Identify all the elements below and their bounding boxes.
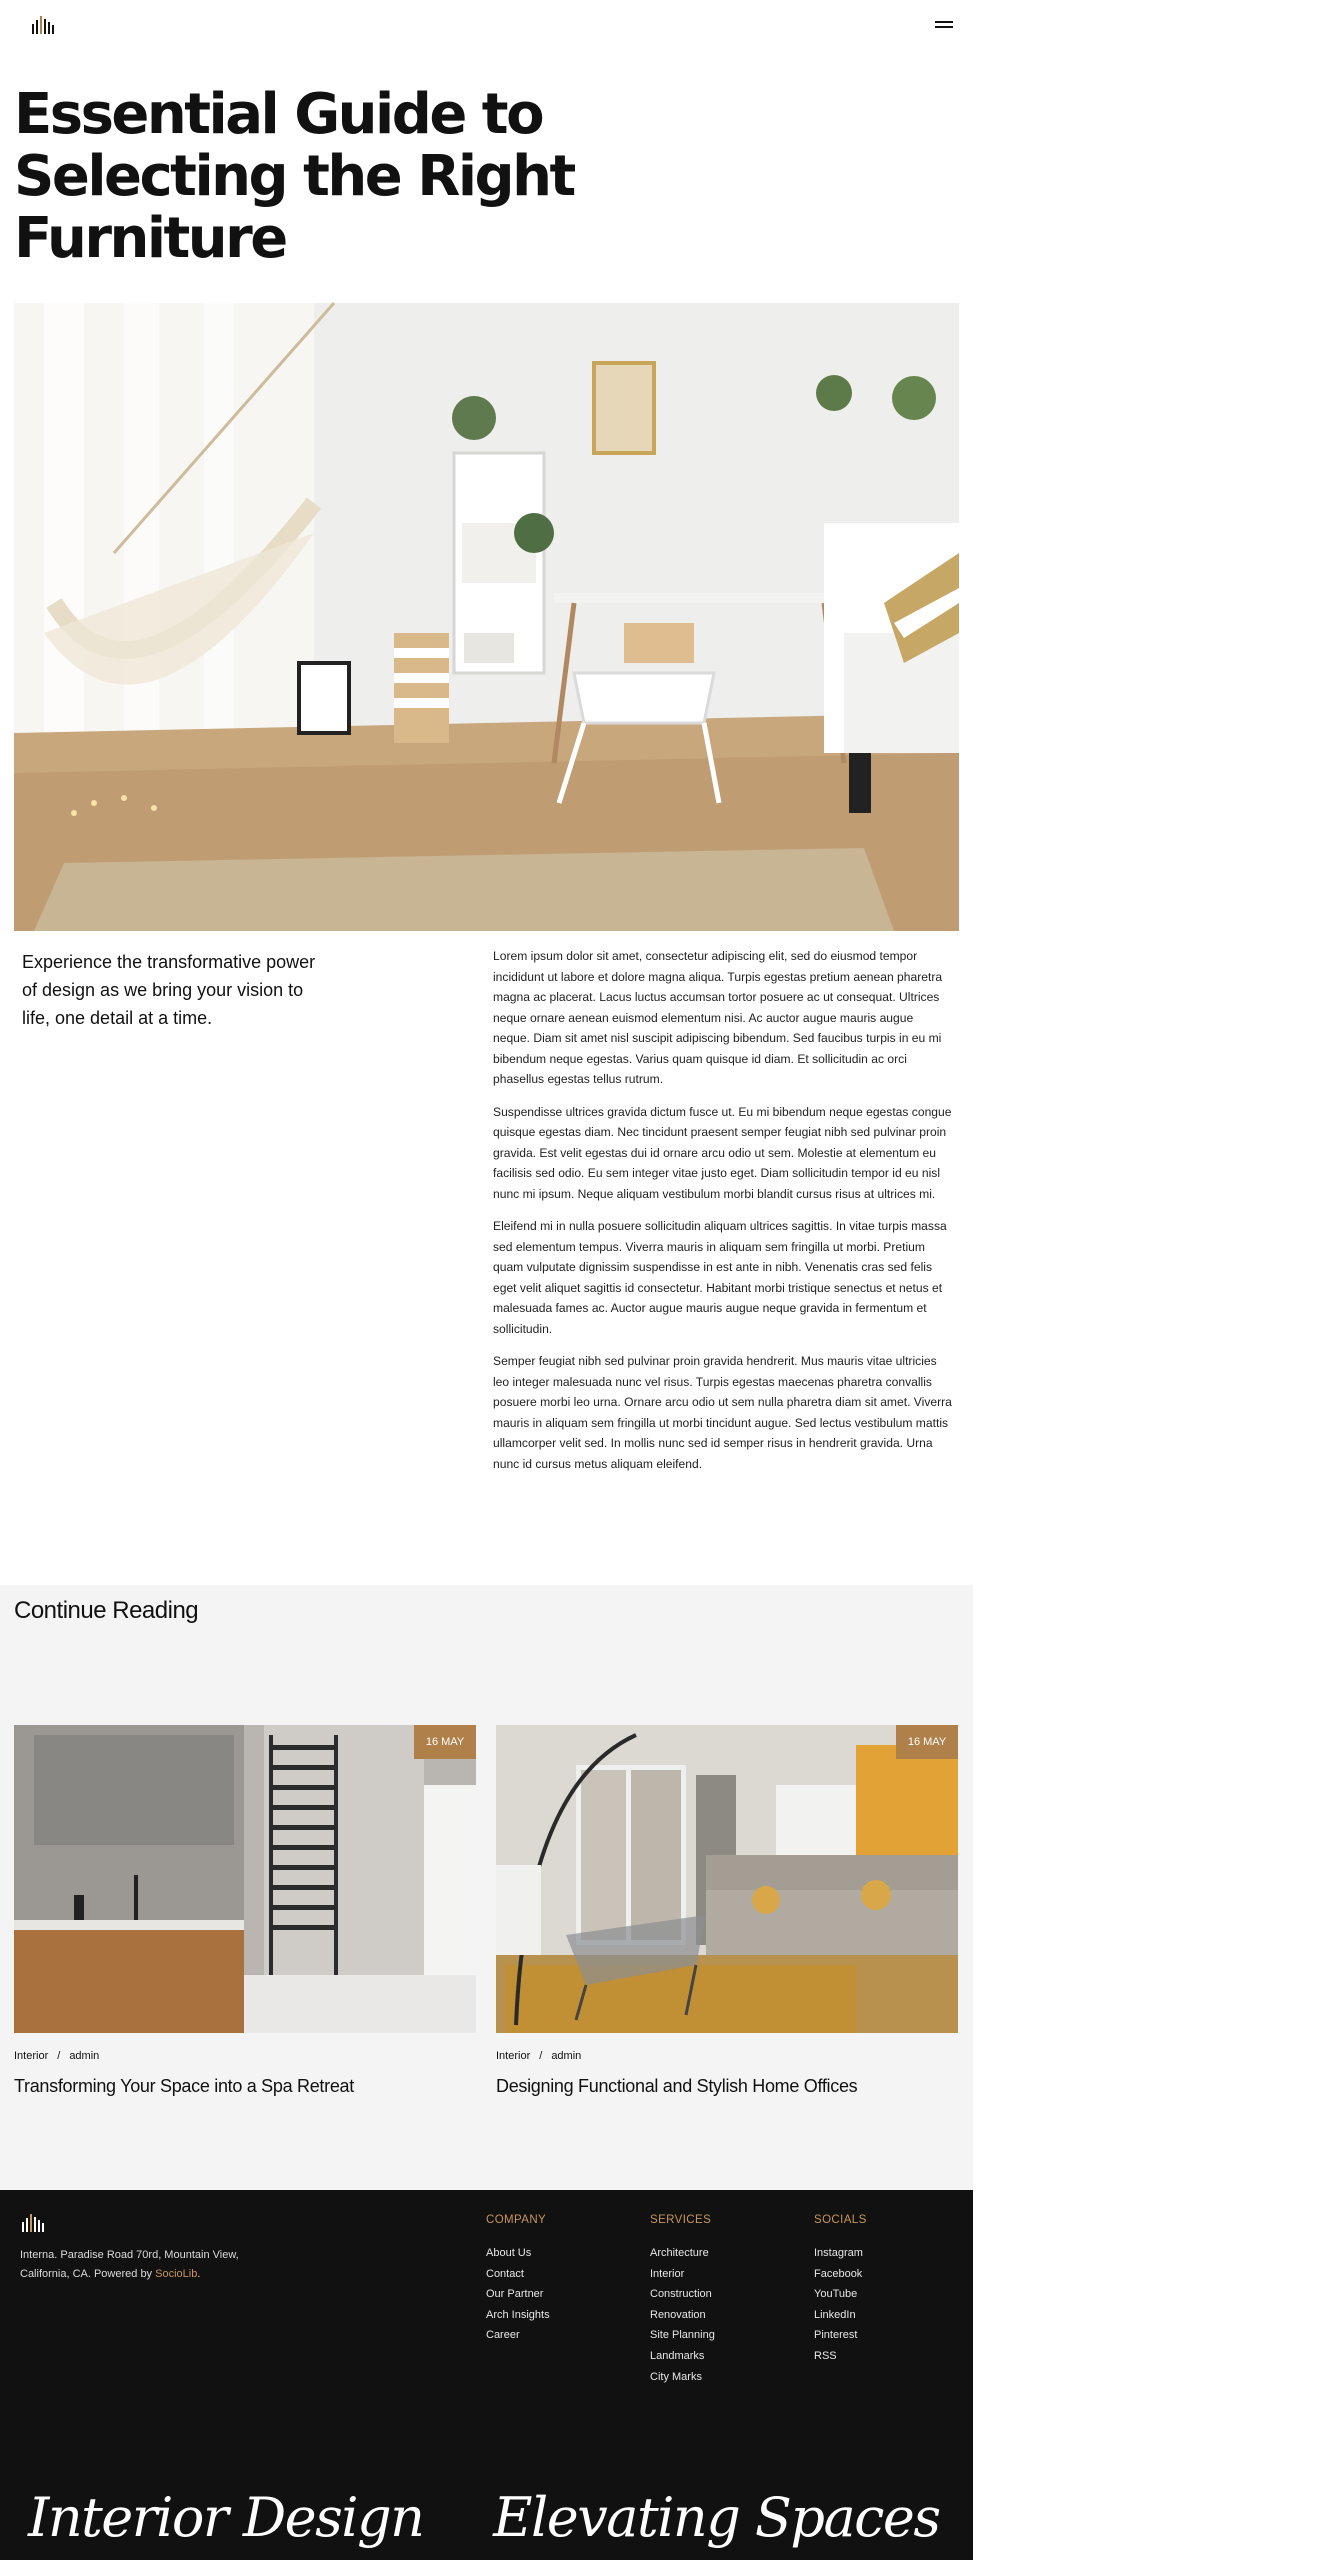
footer-link[interactable]: Facebook bbox=[814, 2267, 863, 2280]
article-paragraph: Suspendisse ultrices gravida dictum fusce ut. Eu mi bibendum neque egestas congue quisque egestas diam. Nec tincidunt praesent semper feugiat nibh sed pulvinar proin gravida. Est velit egestas dui id ornare arcu odio ut sem. Molestie at elementum eu facilisis sed odio. Eu sem integer vitae justo eget. Diam sollicitudin tempor id eu nisl nunc mi ipsum. Neque aliquam vestibulum morbi blandit cursus risus at ultrices mi. bbox=[493, 1104, 952, 1201]
footer-link[interactable]: Career bbox=[486, 2329, 520, 2342]
powered-by-link[interactable]: SocioLib bbox=[155, 2268, 198, 2280]
post-card[interactable] bbox=[496, 1725, 958, 2098]
footer-column-services bbox=[650, 2214, 715, 2387]
footer-link[interactable]: Site Planning bbox=[650, 2329, 715, 2342]
post-category[interactable]: Interior bbox=[14, 2050, 49, 2062]
post-title[interactable]: Transforming Your Space into a Spa Retreat bbox=[14, 2076, 354, 2096]
footer-link[interactable]: Landmarks bbox=[650, 2349, 705, 2362]
section-title: Continue Reading bbox=[14, 1597, 199, 1624]
marquee-item: Designing bbox=[1009, 2486, 1272, 2549]
post-meta bbox=[14, 2050, 476, 2062]
post-card[interactable] bbox=[14, 1725, 476, 2098]
article-body bbox=[493, 946, 953, 1486]
footer-link[interactable]: RSS bbox=[814, 2349, 837, 2362]
page-title: Essential Guide to Selecting the Right Furniture bbox=[14, 82, 574, 271]
footer-link[interactable]: Interior bbox=[650, 2267, 685, 2280]
site-footer bbox=[0, 2190, 1272, 2560]
footer-link[interactable]: Architecture bbox=[650, 2247, 709, 2259]
post-title[interactable]: Designing Functional and Stylish Home Offices bbox=[496, 2076, 858, 2096]
footer-column-socials bbox=[814, 2214, 867, 2367]
menu-button[interactable] bbox=[935, 21, 953, 31]
post-author[interactable]: admin bbox=[69, 2050, 100, 2062]
footer-marquee bbox=[28, 2486, 1326, 2549]
logo-icon[interactable] bbox=[30, 14, 58, 34]
hamburger-icon bbox=[935, 21, 953, 23]
article-paragraph: Lorem ipsum dolor sit amet, consectetur adipiscing elit, sed do eiusmod tempor incididunt ut labore et dolore magna aliqua. Turpis egestas pretium aenean pharetra magna ac placerat. Lacus luctus accumsan tortor posuere ac ut consequat. Ultrices neque ornare aenean euismod elementum nisi. Ac auctor augue mauris augue neque. Diam sit amet nisl suscipit adipiscing bibendum. Sed faucibus turpis in eu mi bibendum neque egestas. Varius quam quisque id diam. Et sollicitudin ac orci phasellus egestas tellus rutrum. bbox=[493, 949, 943, 1086]
post-thumbnail[interactable] bbox=[496, 1725, 958, 2033]
footer-heading: COMPANY bbox=[486, 2214, 547, 2226]
footer-link[interactable]: Instagram bbox=[814, 2247, 863, 2259]
marquee-item: Interior Design bbox=[28, 2486, 424, 2549]
post-category[interactable]: Interior bbox=[496, 2050, 531, 2062]
footer-link[interactable]: Contact bbox=[486, 2267, 524, 2280]
footer-column-company bbox=[486, 2214, 550, 2346]
date-badge: 16 MAY bbox=[414, 1725, 476, 1759]
post-meta bbox=[496, 2050, 958, 2062]
footer-link[interactable]: Construction bbox=[650, 2288, 712, 2301]
article-intro: Experience the transformative power of design as we bring your vision to life, one detail at a time. bbox=[22, 952, 316, 1028]
footer-link[interactable]: Arch Insights bbox=[486, 2308, 550, 2321]
article-paragraph: Semper feugiat nibh sed pulvinar proin gravida hendrerit. Mus mauris vitae ultricies leo integer malesuada nunc vel risus. Turpis egestas maecenas pharetra convallis posuere morbi leo urna. Ornare arcu odio ut sem nulla pharetra diam sit amet. Viverra mauris in aliquam sem fringilla ut morbi tincidunt augue. Sed lectus vestibulum mattis ullamcorper velit sed. In mollis nunc sed id semper risus in hendrerit gravida. Urna nunc id cursus metus aliquam eleifend. bbox=[493, 1354, 952, 1471]
hero-image bbox=[14, 303, 959, 931]
meta-separator: / bbox=[539, 2050, 543, 2062]
footer-address: Interna. Paradise Road 70rd, Mountain View, California, CA. Powered by SocioLib. bbox=[20, 2249, 239, 2280]
continue-reading-section bbox=[0, 1585, 973, 2190]
footer-link[interactable]: Renovation bbox=[650, 2308, 706, 2321]
footer-heading: SERVICES bbox=[650, 2214, 712, 2226]
footer-link[interactable]: LinkedIn bbox=[814, 2308, 856, 2321]
site-header bbox=[0, 0, 973, 50]
meta-separator: / bbox=[57, 2050, 61, 2062]
post-thumbnail[interactable] bbox=[14, 1725, 476, 2033]
article-paragraph: Eleifend mi in nulla posuere sollicitudin aliquam ultrices sagittis. In vitae turpis massa sed elementum tempus. Viverra mauris in aliquam sem fringilla ut morbi. Pretium quam vulputate dignissim suspendisse in est ante in nibh. Venenatis cras sed felis eget velit aliquet sagittis id consectetur. Habitant morbi tristique senectus et netus et malesuada fames ac. Auctor augue mauris augue neque gravida in fermentum et sollicitudin. bbox=[493, 1219, 947, 1336]
marquee-item: Elevating Spaces bbox=[493, 2486, 940, 2549]
post-author[interactable]: admin bbox=[551, 2050, 582, 2062]
footer-link[interactable]: City Marks bbox=[650, 2370, 702, 2383]
date-badge: 16 MAY bbox=[896, 1725, 958, 1759]
footer-link[interactable]: YouTube bbox=[814, 2288, 858, 2301]
logo-icon[interactable] bbox=[20, 2212, 48, 2232]
footer-link[interactable]: About Us bbox=[486, 2247, 532, 2259]
footer-heading: SOCIALS bbox=[814, 2214, 867, 2226]
footer-link[interactable]: Pinterest bbox=[814, 2329, 858, 2342]
footer-link[interactable]: Our Partner bbox=[486, 2288, 544, 2301]
